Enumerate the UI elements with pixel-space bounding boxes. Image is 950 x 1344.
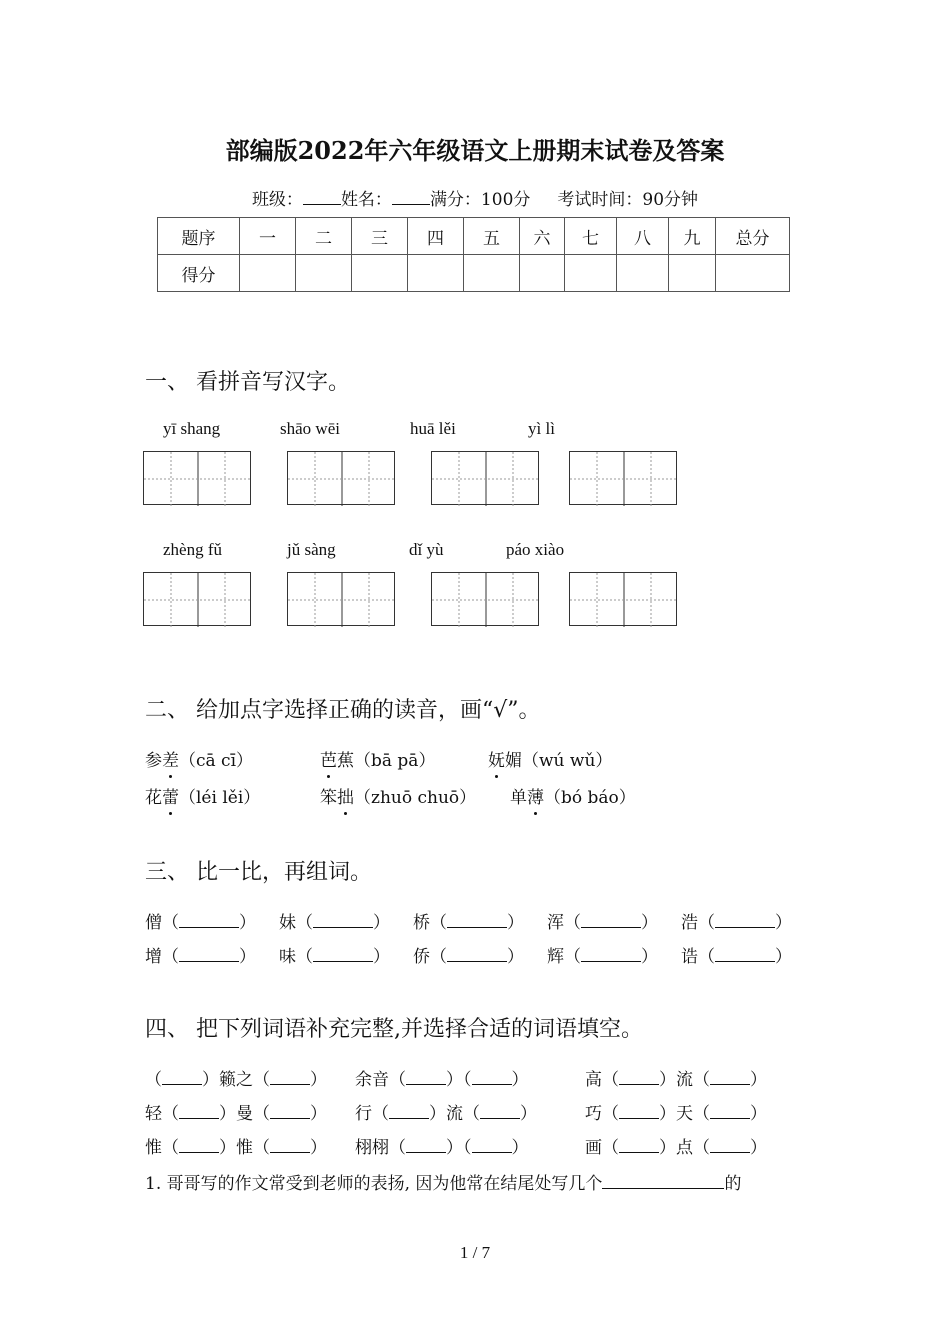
idiom-item[interactable]: （ ）籁之（ ） [145,1070,327,1090]
idiom-item[interactable]: 画（ ）点（ ） [585,1138,767,1158]
reading-item[interactable]: 笨拙（zhuō chuō） [320,783,476,808]
class-blank[interactable] [303,190,341,205]
word-item[interactable]: 僧（ ） [145,913,256,933]
question-1: 1. 哥哥写的作文常受到老师的表扬, 因为他常在结尾处写几个 的 [145,1174,742,1194]
pinyin: yī shang [163,419,221,438]
word-item[interactable]: 妹（ ） [279,913,390,933]
writing-grid[interactable] [569,451,677,505]
reading-item[interactable]: 芭蕉（bā pā） [320,746,435,771]
answer-blank[interactable] [602,1174,724,1189]
writing-grid[interactable] [431,451,539,505]
section-1-title: 一、 看拼音写汉字。 [145,370,350,395]
pinyin: yì lì [528,419,555,438]
idiom-item[interactable]: 行（ ）流（ ） [355,1104,537,1124]
idiom-item[interactable]: 巧（ ）天（ ） [585,1104,767,1124]
reading-item[interactable]: 妩媚（wú wǔ） [488,746,612,771]
section-2-title: 二、 给加点字选择正确的读音，画“√”。 [145,698,541,723]
word-item[interactable]: 诰（ ） [681,947,792,967]
writing-grid[interactable] [287,572,395,626]
pinyin: shāo wēi [280,419,340,438]
pinyin: páo xiào [506,540,565,559]
idiom-item[interactable]: 栩栩（ ）（ ） [355,1138,529,1158]
reading-item[interactable]: 单薄（bó báo） [510,783,636,808]
writing-grid[interactable] [431,572,539,626]
idiom-item[interactable]: 余音（ ）（ ） [355,1070,529,1090]
writing-grid[interactable] [143,451,251,505]
pinyin: jǔ sàng [287,540,336,559]
writing-grid[interactable] [287,451,395,505]
page-title: 部编版2022年六年级语文上册期末试卷及答案 [225,136,725,165]
reading-item[interactable]: 参差（cā cī） [145,746,253,771]
writing-grid[interactable] [143,572,251,626]
section-4-title: 四、 把下列词语补充完整,并选择合适的词语填空。 [145,1017,643,1042]
idiom-item[interactable]: 轻（ ）曼（ ） [145,1104,327,1124]
word-item[interactable]: 辉（ ） [547,947,658,967]
pinyin: huā lěi [410,419,456,438]
name-blank[interactable] [392,190,430,205]
pinyin: zhèng fǔ [163,540,223,559]
word-item[interactable]: 味（ ） [279,947,390,967]
score-table [157,217,790,292]
word-item[interactable]: 增（ ） [145,947,256,967]
idiom-item[interactable]: 惟（ ）惟（ ） [145,1138,327,1158]
score-table-header: 题序 一 二 三 四 五 六 七 八 九 总分 [158,218,790,255]
section-3-title: 三、 比一比，再组词。 [145,860,372,885]
idiom-item[interactable]: 高（ ）流（ ） [585,1070,767,1090]
writing-grid[interactable] [569,572,677,626]
word-item[interactable]: 侨（ ） [413,947,524,967]
reading-item[interactable]: 花蕾（léi lěi） [145,783,260,808]
word-item[interactable]: 桥（ ） [413,913,524,933]
word-item[interactable]: 浑（ ） [547,913,658,933]
page-number: 1 / 7 [459,1243,491,1262]
pinyin: dǐ yù [409,540,444,559]
word-item[interactable]: 浩（ ） [681,913,792,933]
exam-info: 班级： 姓名： 满分：100分 考试时间：90分钟 [251,190,699,210]
score-table-row: 得分 [158,255,790,292]
